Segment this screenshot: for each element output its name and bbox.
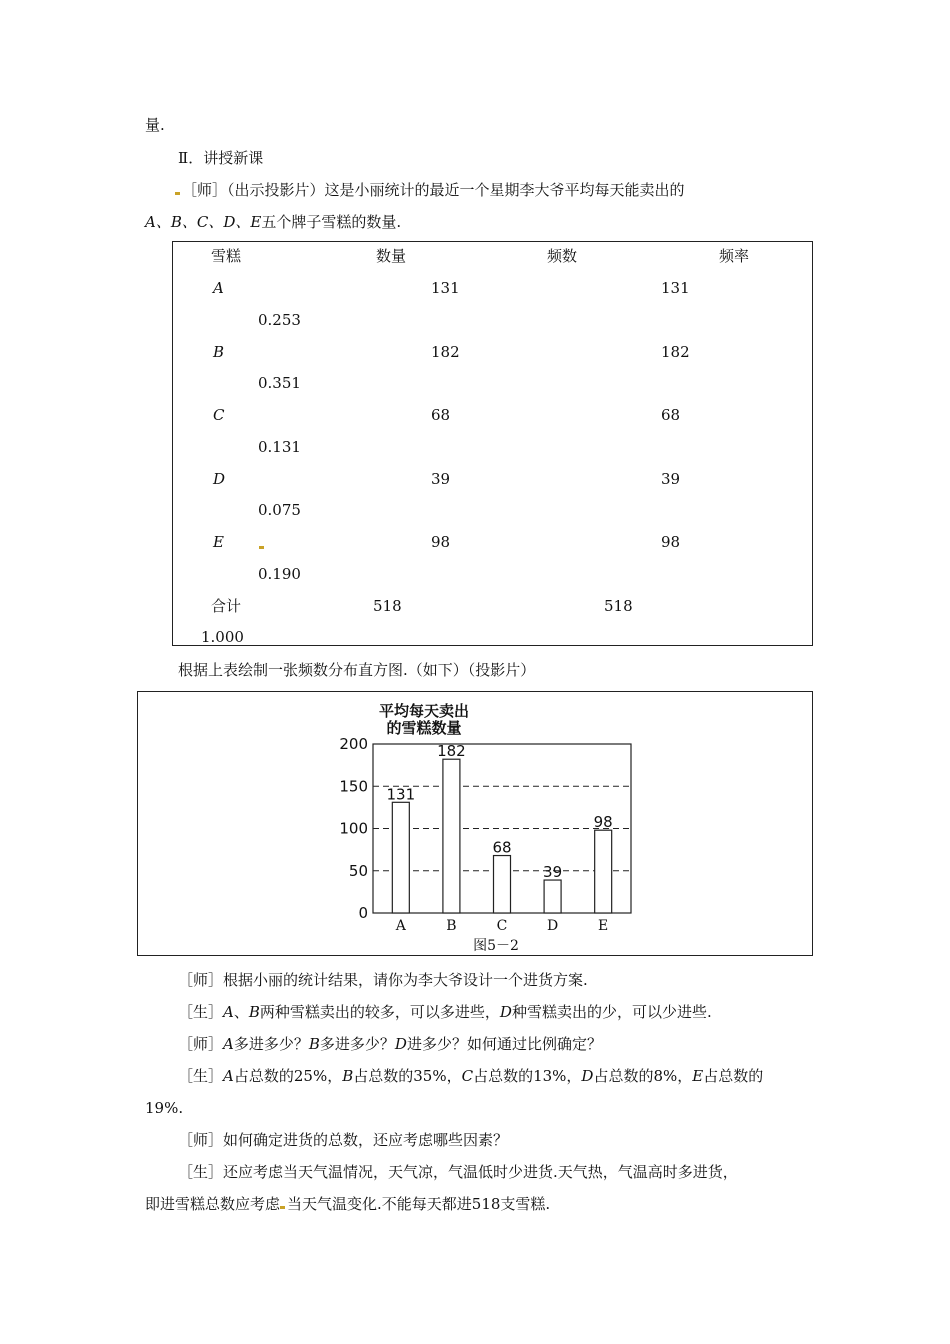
bar-chart (138, 692, 812, 955)
bar (443, 759, 460, 913)
chart-frame (137, 691, 813, 956)
text-para-2: ［生］A、B两种雪糕卖出的较多，可以多进些，D种雪糕卖出的少，可以少进些. (178, 1003, 712, 1021)
chart-title: 的雪糕数量 (386, 719, 462, 737)
text-line-4-rest: 五个牌子雪糕的数量. (261, 213, 402, 231)
y-tick-label: 100 (339, 819, 368, 838)
text-line-3 (175, 180, 685, 200)
brand-letter: D (581, 1067, 594, 1085)
text-line-1: 量. (145, 116, 165, 134)
table-row-rate: 0.253 (258, 311, 301, 329)
bar (544, 880, 561, 913)
text-para-4-cont: 19%. (145, 1099, 184, 1117)
text-line-4 (145, 212, 401, 232)
brand-letter: B (248, 1003, 260, 1021)
table-row-frequency: 182 (661, 343, 690, 361)
brand-letter: C (461, 1067, 474, 1085)
table-row-frequency: 39 (661, 470, 681, 488)
table-row-count: 182 (431, 343, 460, 361)
chart-caption: 图5－2 (473, 938, 519, 954)
bar-value-label: 68 (492, 838, 512, 857)
table-total-count: 518 (373, 597, 402, 615)
table-total-rate: 1.000 (201, 628, 244, 646)
text-line-3-content: ［师］（出示投影片）这是小丽统计的最近一个星期李大爷平均每天能卖出的 (182, 181, 685, 199)
chart-title: 平均每天卖出 (378, 702, 470, 720)
text-para-1: ［师］根据小丽的统计结果，请你为李大爷设计一个进货方案. (178, 971, 588, 989)
edit-mark-icon (280, 1206, 285, 1209)
x-tick-label: C (496, 918, 508, 934)
y-tick-label: 50 (348, 861, 368, 880)
table-header-rate: 频率 (719, 247, 750, 265)
text-para-6-cont-b: 当天气温变化.不能每天都进518支雪糕. (287, 1195, 551, 1213)
bar-value-label: 131 (386, 785, 416, 804)
table-row-rate: 0.131 (258, 438, 301, 456)
table-row-rate: 0.351 (258, 374, 301, 392)
brand-letter: D (394, 1035, 407, 1053)
text-para-6-cont-a: 即进雪糕总数应考虑 (145, 1195, 281, 1213)
text-para-4: ［生］A占总数的25%，B占总数的35%，C占总数的13%，D占总数的8%，E占总数的 (178, 1067, 764, 1085)
text-after-table: 根据上表绘制一张频数分布直方图.（如下）（投影片） (178, 661, 536, 679)
table-row-name: E (213, 533, 224, 551)
brand-letter: B (308, 1035, 320, 1053)
bar-value-label: 182 (437, 742, 466, 761)
x-tick-label: B (446, 918, 457, 934)
table-row-count: 39 (431, 470, 451, 488)
table-header-frequency: 频数 (547, 247, 578, 265)
text-para-5: ［师］如何确定进货的总数，还应考虑哪些因素？ (178, 1131, 509, 1149)
bar (494, 856, 511, 913)
table-row-name: D (213, 470, 226, 488)
x-tick-label: E (598, 918, 609, 934)
brand-letter: E (692, 1067, 704, 1085)
table-row-name: C (213, 406, 225, 424)
table-row-rate: 0.075 (258, 501, 301, 519)
text-para-3: ［师］A多进多少？B多进多少？D进多少？如何通过比例确定？ (178, 1035, 602, 1053)
brand-letters: A、B、C、D、E (145, 213, 262, 231)
table-row-frequency: 98 (661, 533, 681, 551)
frequency-table (172, 241, 813, 646)
bar (595, 830, 612, 913)
brand-letter: B (342, 1067, 354, 1085)
table-row-rate: 0.190 (258, 565, 301, 583)
table-row-name: B (213, 343, 225, 361)
brand-letter: D (499, 1003, 512, 1021)
x-tick-label: D (546, 918, 559, 934)
bar-value-label: 98 (593, 813, 613, 832)
text-para-6-cont (145, 1194, 550, 1214)
table-total-label: 合计 (211, 597, 242, 615)
brand-letter: A (223, 1003, 234, 1021)
table-total-frequency: 518 (604, 597, 633, 615)
table-row-frequency: 68 (661, 406, 681, 424)
table-row-frequency: 131 (661, 279, 690, 297)
bar-value-label: 39 (543, 863, 563, 882)
brand-letter: A (223, 1035, 234, 1053)
table-header-brand: 雪糕 (211, 247, 242, 265)
y-tick-label: 0 (358, 904, 368, 922)
table-row-count: 68 (431, 406, 451, 424)
y-tick-label: 200 (339, 735, 368, 753)
table-header-count: 数量 (376, 247, 407, 265)
table-row-count: 98 (431, 533, 451, 551)
table-row-count: 131 (431, 279, 460, 297)
brand-letter: A (223, 1067, 234, 1085)
edit-mark-icon (259, 534, 266, 554)
edit-mark-icon (175, 192, 180, 195)
x-tick-label: A (395, 918, 406, 934)
bar (392, 802, 409, 913)
table-row-name: A (213, 279, 224, 297)
section-heading: Ⅱ．讲授新课 (178, 149, 264, 167)
y-tick-label: 150 (339, 777, 368, 796)
text-para-6: ［生］还应考虑当天气温情况，天气凉，气温低时少进货.天气热，气温高时多进货， (178, 1163, 738, 1181)
